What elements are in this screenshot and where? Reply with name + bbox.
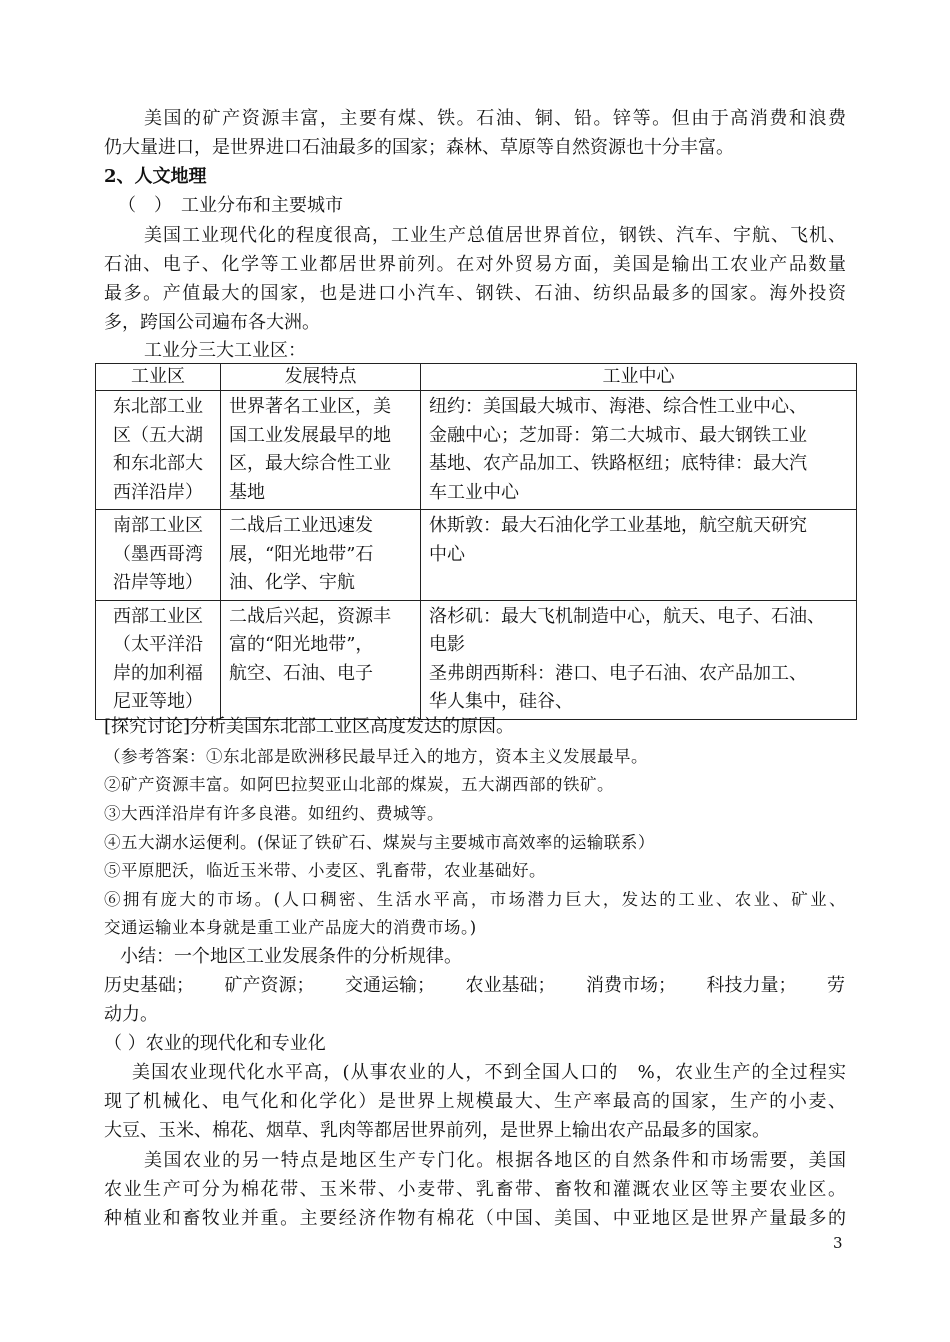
- agriculture-paragraph-line: 美国农业的另一特点是地区生产专门化。根据各地区的自然条件和市场需要，美国: [144, 1150, 846, 1171]
- cell-line: 区（五大湖: [113, 424, 203, 446]
- cell-line: 圣弗朗西斯科：港口、电子石油、农产品加工、: [429, 662, 807, 684]
- table-header-row: [96, 364, 857, 391]
- answer-line: ④五大湖水运便利。(保证了铁矿石、煤炭与主要城市高效率的运输联系）: [104, 833, 655, 852]
- industry-paragraph-line-3: 最多。产值最大的国家，也是进口小汽车、钢铁、石油、纺织品最多的国家。海外投资: [104, 283, 846, 304]
- subheading-agriculture: （ ）农业的现代化和专业化: [104, 1033, 326, 1054]
- cell-line: 电影: [429, 634, 465, 655]
- cell-line: 沿岸等地）: [113, 572, 203, 593]
- cell-line: 华人集中，硅谷、: [429, 691, 573, 712]
- answer-line: 交通运输业本身就是重工业产品庞大的消费市场。): [104, 918, 477, 937]
- cell-line: 基地: [229, 481, 265, 503]
- cell-line: 区，最大综合性工业: [229, 453, 391, 474]
- industry-paragraph-line-4: 多，跨国公司遍布各大洲。: [104, 312, 320, 333]
- factor-item: 交通运输；: [345, 975, 435, 996]
- cell-line: 国工业发展最早的地: [229, 424, 391, 446]
- agriculture-paragraph-line: 现了机械化、电气化和化学化）是世界上规模最大、生产率最高的国家，生产的小麦、: [104, 1091, 846, 1112]
- table-row: [96, 391, 857, 510]
- answer-line: ③大西洋沿岸有许多良港。如纽约、费城等。: [104, 804, 444, 823]
- agriculture-paragraph-line: 大豆、玉米、棉花、烟草、乳肉等都居世界前列，是世界上输出农产品最多的国家。: [104, 1120, 770, 1141]
- table-intro: 工业分三大工业区：: [144, 340, 306, 361]
- answer-line: ⑤平原肥沃，临近玉米带、小麦区、乳畜带，农业基础好。: [104, 861, 546, 880]
- cell-line: （太平洋沿: [113, 634, 203, 655]
- factor-item: 消费市场；: [586, 975, 676, 996]
- answer-line: ⑥拥有庞大的市场。(人口稠密、生活水平高，市场潜力巨大，发达的工业、农业、矿业、: [104, 890, 846, 909]
- cell-line: 西部工业区: [113, 605, 203, 627]
- cell-line: 岸的加利福: [113, 662, 203, 684]
- features-cell: [221, 391, 421, 510]
- header-region: 工业区: [96, 364, 221, 391]
- page-number: 3: [833, 1234, 843, 1252]
- factor-item: 历史基础；: [104, 975, 194, 996]
- cell-line: 和东北部大: [113, 453, 203, 474]
- header-centers: 工业中心: [421, 364, 857, 391]
- agriculture-paragraph-line: 种植业和畜牧业并重。主要经济作物有棉花（中国、美国、中亚地区是世界产量最多的: [104, 1208, 846, 1229]
- mineral-paragraph-line-2: 仍大量进口，是世界进口石油最多的国家；森林、草原等自然资源也十分丰富。: [104, 137, 734, 158]
- cell-line: 纽约：美国最大城市、海港、综合性工业中心、: [429, 396, 807, 417]
- factor-item: 劳: [827, 975, 845, 996]
- cell-line: 休斯敦：最大石油化学工业基地，航空航天研究: [429, 515, 807, 536]
- factor-item: 农业基础；: [465, 975, 556, 996]
- answer-line: （参考答案：①东北部是欧洲移民最早迁入的地方，资本主义发展最早。: [104, 747, 648, 766]
- cell-line: 东北部工业: [113, 396, 203, 417]
- factor-item: 科技力量；: [706, 975, 797, 996]
- features-cell: [221, 510, 421, 601]
- centers-cell: [421, 510, 857, 601]
- cell-line: 二战后兴起，资源丰: [229, 605, 391, 627]
- cell-line: 南部工业区: [113, 515, 203, 536]
- agriculture-paragraph-line: 美国农业现代化水平高，(从事农业的人，不到全国人口的 %，农业生产的全过程实: [132, 1062, 846, 1083]
- cell-line: 二战后工业迅速发: [229, 515, 373, 536]
- factors-tail: 动力。: [104, 1004, 158, 1025]
- section-heading-human-geography: 2、人文地理: [104, 166, 207, 187]
- cell-line: 富的“阳光地带”，: [229, 634, 374, 655]
- agriculture-paragraph-line: 农业生产可分为棉花带、玉米带、小麦带、乳畜带、畜牧和灌溉农业区等主要农业区。: [104, 1179, 846, 1200]
- factor-item: 矿产资源；: [224, 975, 315, 996]
- cell-line: 世界著名工业区，美: [229, 396, 391, 417]
- discussion-prompt: [探究讨论]分析美国东北部工业区高度发达的原因。: [104, 716, 515, 737]
- cell-line: 洛杉矶：最大飞机制造中心，航天、电子、石油、: [429, 605, 825, 627]
- cell-line: 航空、石油、电子: [229, 662, 373, 684]
- table-row: [96, 600, 857, 719]
- cell-line: 尼亚等地）: [113, 691, 203, 712]
- cell-line: 油、化学、宇航: [229, 572, 355, 593]
- industry-paragraph-line-2: 石油、电子、化学等工业都居世界前列。在对外贸易方面，美国是输出工农业产品数量: [104, 254, 846, 275]
- industrial-regions-table: [95, 363, 857, 720]
- industry-paragraph-line-1: 美国工业现代化的程度很高，工业生产总值居世界首位，钢铁、汽车、宇航、飞机、: [144, 225, 846, 246]
- factors-list: [104, 972, 845, 1000]
- region-cell: [96, 510, 221, 601]
- cell-line: 车工业中心: [429, 481, 519, 503]
- cell-line: 基地、农产品加工、铁路枢纽；底特律：最大汽: [429, 453, 807, 474]
- summary-line: 小结：一个地区工业发展条件的分析规律。: [120, 946, 462, 967]
- table-row: [96, 510, 857, 601]
- cell-line: 西洋沿岸）: [113, 481, 203, 503]
- subheading-industry: （ ） 工业分布和主要城市: [118, 195, 343, 216]
- centers-cell: [421, 600, 857, 719]
- cell-line: 展，“阳光地带”石: [229, 543, 374, 565]
- cell-line: 中心: [429, 543, 465, 565]
- region-cell: [96, 391, 221, 510]
- centers-cell: [421, 391, 857, 510]
- region-cell: [96, 600, 221, 719]
- header-features: 发展特点: [221, 364, 421, 391]
- mineral-paragraph-line-1: 美国的矿产资源丰富，主要有煤、铁。石油、铜、铅。锌等。但由于高消费和浪费: [144, 108, 846, 129]
- answer-line: ②矿产资源丰富。如阿巴拉契亚山北部的煤炭，五大湖西部的铁矿。: [104, 775, 614, 794]
- features-cell: [221, 600, 421, 719]
- cell-line: （墨西哥湾: [113, 543, 203, 565]
- cell-line: 金融中心；芝加哥：第二大城市、最大钢铁工业: [429, 424, 807, 446]
